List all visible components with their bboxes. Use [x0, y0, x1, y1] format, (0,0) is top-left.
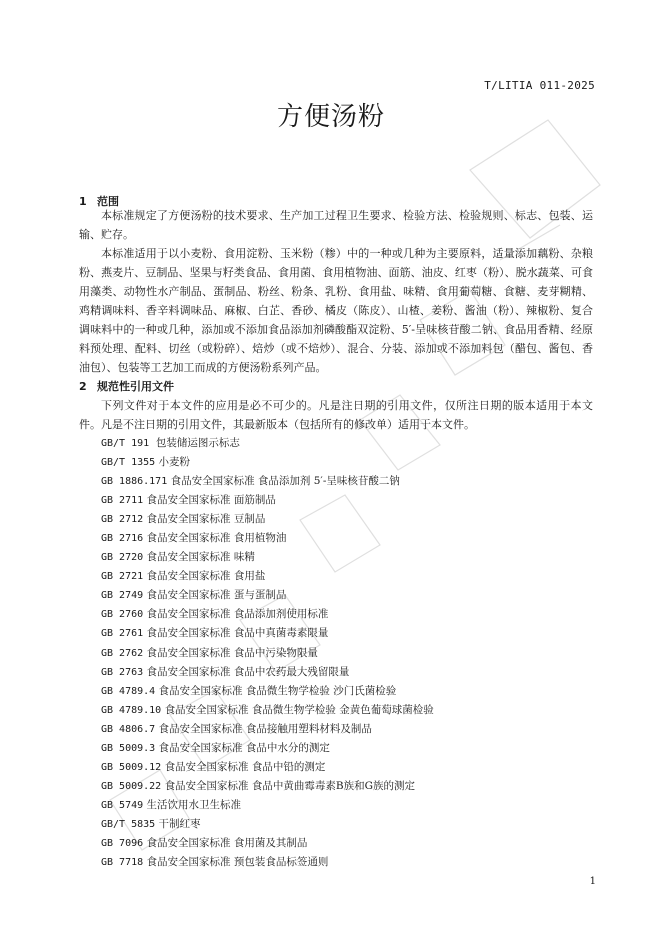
reference-title: 食品安全国家标准 食用菌及其制品	[146, 836, 308, 849]
reference-title: 干制红枣	[158, 817, 201, 830]
reference-code: GB 7096	[101, 837, 144, 849]
list-item	[101, 453, 434, 472]
section-title: 范围	[97, 195, 119, 208]
reference-code: GB 5009.3	[101, 742, 156, 754]
list-item	[101, 644, 434, 663]
reference-code: GB 2749	[101, 590, 144, 602]
list-item	[101, 815, 434, 834]
reference-title: 食品安全国家标准 豆制品	[146, 513, 266, 526]
reference-title: 食品安全国家标准 食品中真菌毒素限量	[146, 627, 329, 640]
reference-title: 食品安全国家标准 食用盐	[146, 570, 266, 583]
reference-title: 食品安全国家标准 食品微生物学检验 金黄色葡萄球菌检验	[164, 703, 434, 716]
reference-title: 食品安全国家标准 面筋制品	[146, 494, 276, 507]
reference-code: GB 2762	[101, 647, 144, 659]
paragraph: 本标准规定了方便汤粉的技术要求、生产加工过程卫生要求、检验方法、检验规则、标志、包装、运输、贮存。	[79, 209, 593, 241]
reference-code: GB 1886.171	[101, 476, 168, 488]
list-item	[101, 720, 434, 739]
reference-code: GB/T 1355	[101, 457, 156, 469]
reference-title: 生活饮用水卫生标准	[146, 798, 241, 811]
reference-title: 食品安全国家标准 预包装食品标签通则	[146, 856, 329, 869]
reference-title: 小麦粉	[158, 456, 191, 469]
reference-title: 食品安全国家标准 食品接触用塑料材料及制品	[158, 722, 372, 735]
paragraph: 下列文件对于本文件的应用是必不可少的。凡是注日期的引用文件，仅所注日期的版本适用于本文件。凡是不注日期的引用文件，其最新版本（包括所有的修改单）适用于本文件。	[79, 399, 593, 431]
reference-title: 食品安全国家标准 食品微生物学检验 沙门氏菌检验	[158, 684, 397, 697]
list-item	[101, 491, 434, 510]
reference-code: GB 2761	[101, 628, 144, 640]
list-item	[101, 777, 434, 796]
reference-code: GB 4806.7	[101, 723, 156, 735]
reference-code: GB 7718	[101, 857, 144, 869]
reference-code: GB 2763	[101, 666, 144, 678]
list-item	[101, 758, 434, 777]
list-item	[101, 834, 434, 853]
section-number: 1	[79, 195, 87, 208]
reference-list	[101, 434, 434, 872]
reference-code: GB 4789.4	[101, 685, 156, 697]
list-item	[101, 663, 434, 682]
section-title: 规范性引用文件	[97, 380, 174, 393]
reference-title: 食品安全国家标准 食品中铅的测定	[164, 760, 326, 773]
list-item	[101, 605, 434, 624]
list-item	[101, 472, 434, 491]
list-item	[101, 853, 434, 872]
list-item	[101, 586, 434, 605]
reference-code: GB 5009.12	[101, 761, 162, 773]
reference-title: 食品安全国家标准 食品中水分的测定	[158, 741, 330, 754]
list-item	[101, 529, 434, 548]
reference-code: GB 2760	[101, 609, 144, 621]
reference-code: GB 5009.22	[101, 780, 162, 792]
list-item	[101, 548, 434, 567]
reference-title: 食品安全国家标准 食用植物油	[146, 532, 287, 545]
reference-code: GB/T 191	[101, 438, 150, 449]
reference-code: GB 2721	[101, 571, 144, 583]
reference-code: GB 4789.10	[101, 704, 162, 716]
reference-title: 食品安全国家标准 食品添加剂使用标准	[146, 608, 329, 621]
reference-code: GB 2716	[101, 533, 144, 545]
reference-title: 食品安全国家标准 味精	[146, 551, 255, 564]
reference-title: 食品安全国家标准 食品中农药最大残留限量	[146, 665, 350, 678]
reference-code: GB 5749	[101, 799, 144, 811]
reference-title: 食品安全国家标准 蛋与蛋制品	[146, 589, 287, 602]
paragraph: 本标准适用于以小麦粉、食用淀粉、玉米粉（糁）中的一种或几种为主要原料，适量添加藕粉、杂粮粉、燕麦片、豆制品、坚果与籽类食品、食用菌、食用植物油、面筋、油皮、红枣（粉）、脱水蔬菜、可食用藻类、动物性水产制品、蛋制品、粉丝、粉条、乳粉、食用盐、味精、食用葡萄糖、食糖、麦芽糊精、鸡精调味料、香辛料调味品、麻椒、白芷、香砂、橘皮（陈皮）、山楂、姜粉、酱油（粉）、辣椒粉、复合调味料中的一种或几种，添加或不添加食品添加剂磷酸酯双淀粉、5′-呈味核苷酸二钠、食品用香精、经原料预处理、配料、切丝（或粉碎）、焙炒（或不焙炒）、混合、分装、添加或不添加料包（醋包、酱包、香油包）、包装等工艺加工而成的方便汤粉系列产品。	[79, 247, 593, 374]
list-item	[101, 739, 434, 758]
list-item	[101, 701, 434, 720]
reference-code: GB 2720	[101, 552, 144, 564]
section-number: 2	[79, 380, 87, 393]
document-title: 方便汤粉	[276, 102, 385, 132]
reference-title: 包装储运图示标志	[155, 437, 240, 449]
list-item	[101, 567, 434, 586]
list-item	[101, 624, 434, 643]
reference-code: GB 2712	[101, 514, 144, 526]
reference-title: 食品安全国家标准 食品中黄曲霉毒素B族和G族的测定	[164, 779, 416, 792]
list-item	[101, 796, 434, 815]
list-item	[101, 682, 434, 701]
page-number: 1	[589, 876, 596, 887]
reference-title: 食品安全国家标准 食品中污染物限量	[146, 646, 318, 659]
reference-code: GB 2711	[101, 495, 144, 507]
document-code: T/LITIA 011-2025	[484, 79, 595, 92]
reference-code: GB/T 5835	[101, 818, 156, 830]
reference-title: 食品安全国家标准 食品添加剂 5′-呈味核苷酸二钠	[170, 475, 400, 488]
section-heading-normative-references	[79, 378, 174, 394]
list-item	[101, 434, 434, 453]
list-item	[101, 510, 434, 529]
